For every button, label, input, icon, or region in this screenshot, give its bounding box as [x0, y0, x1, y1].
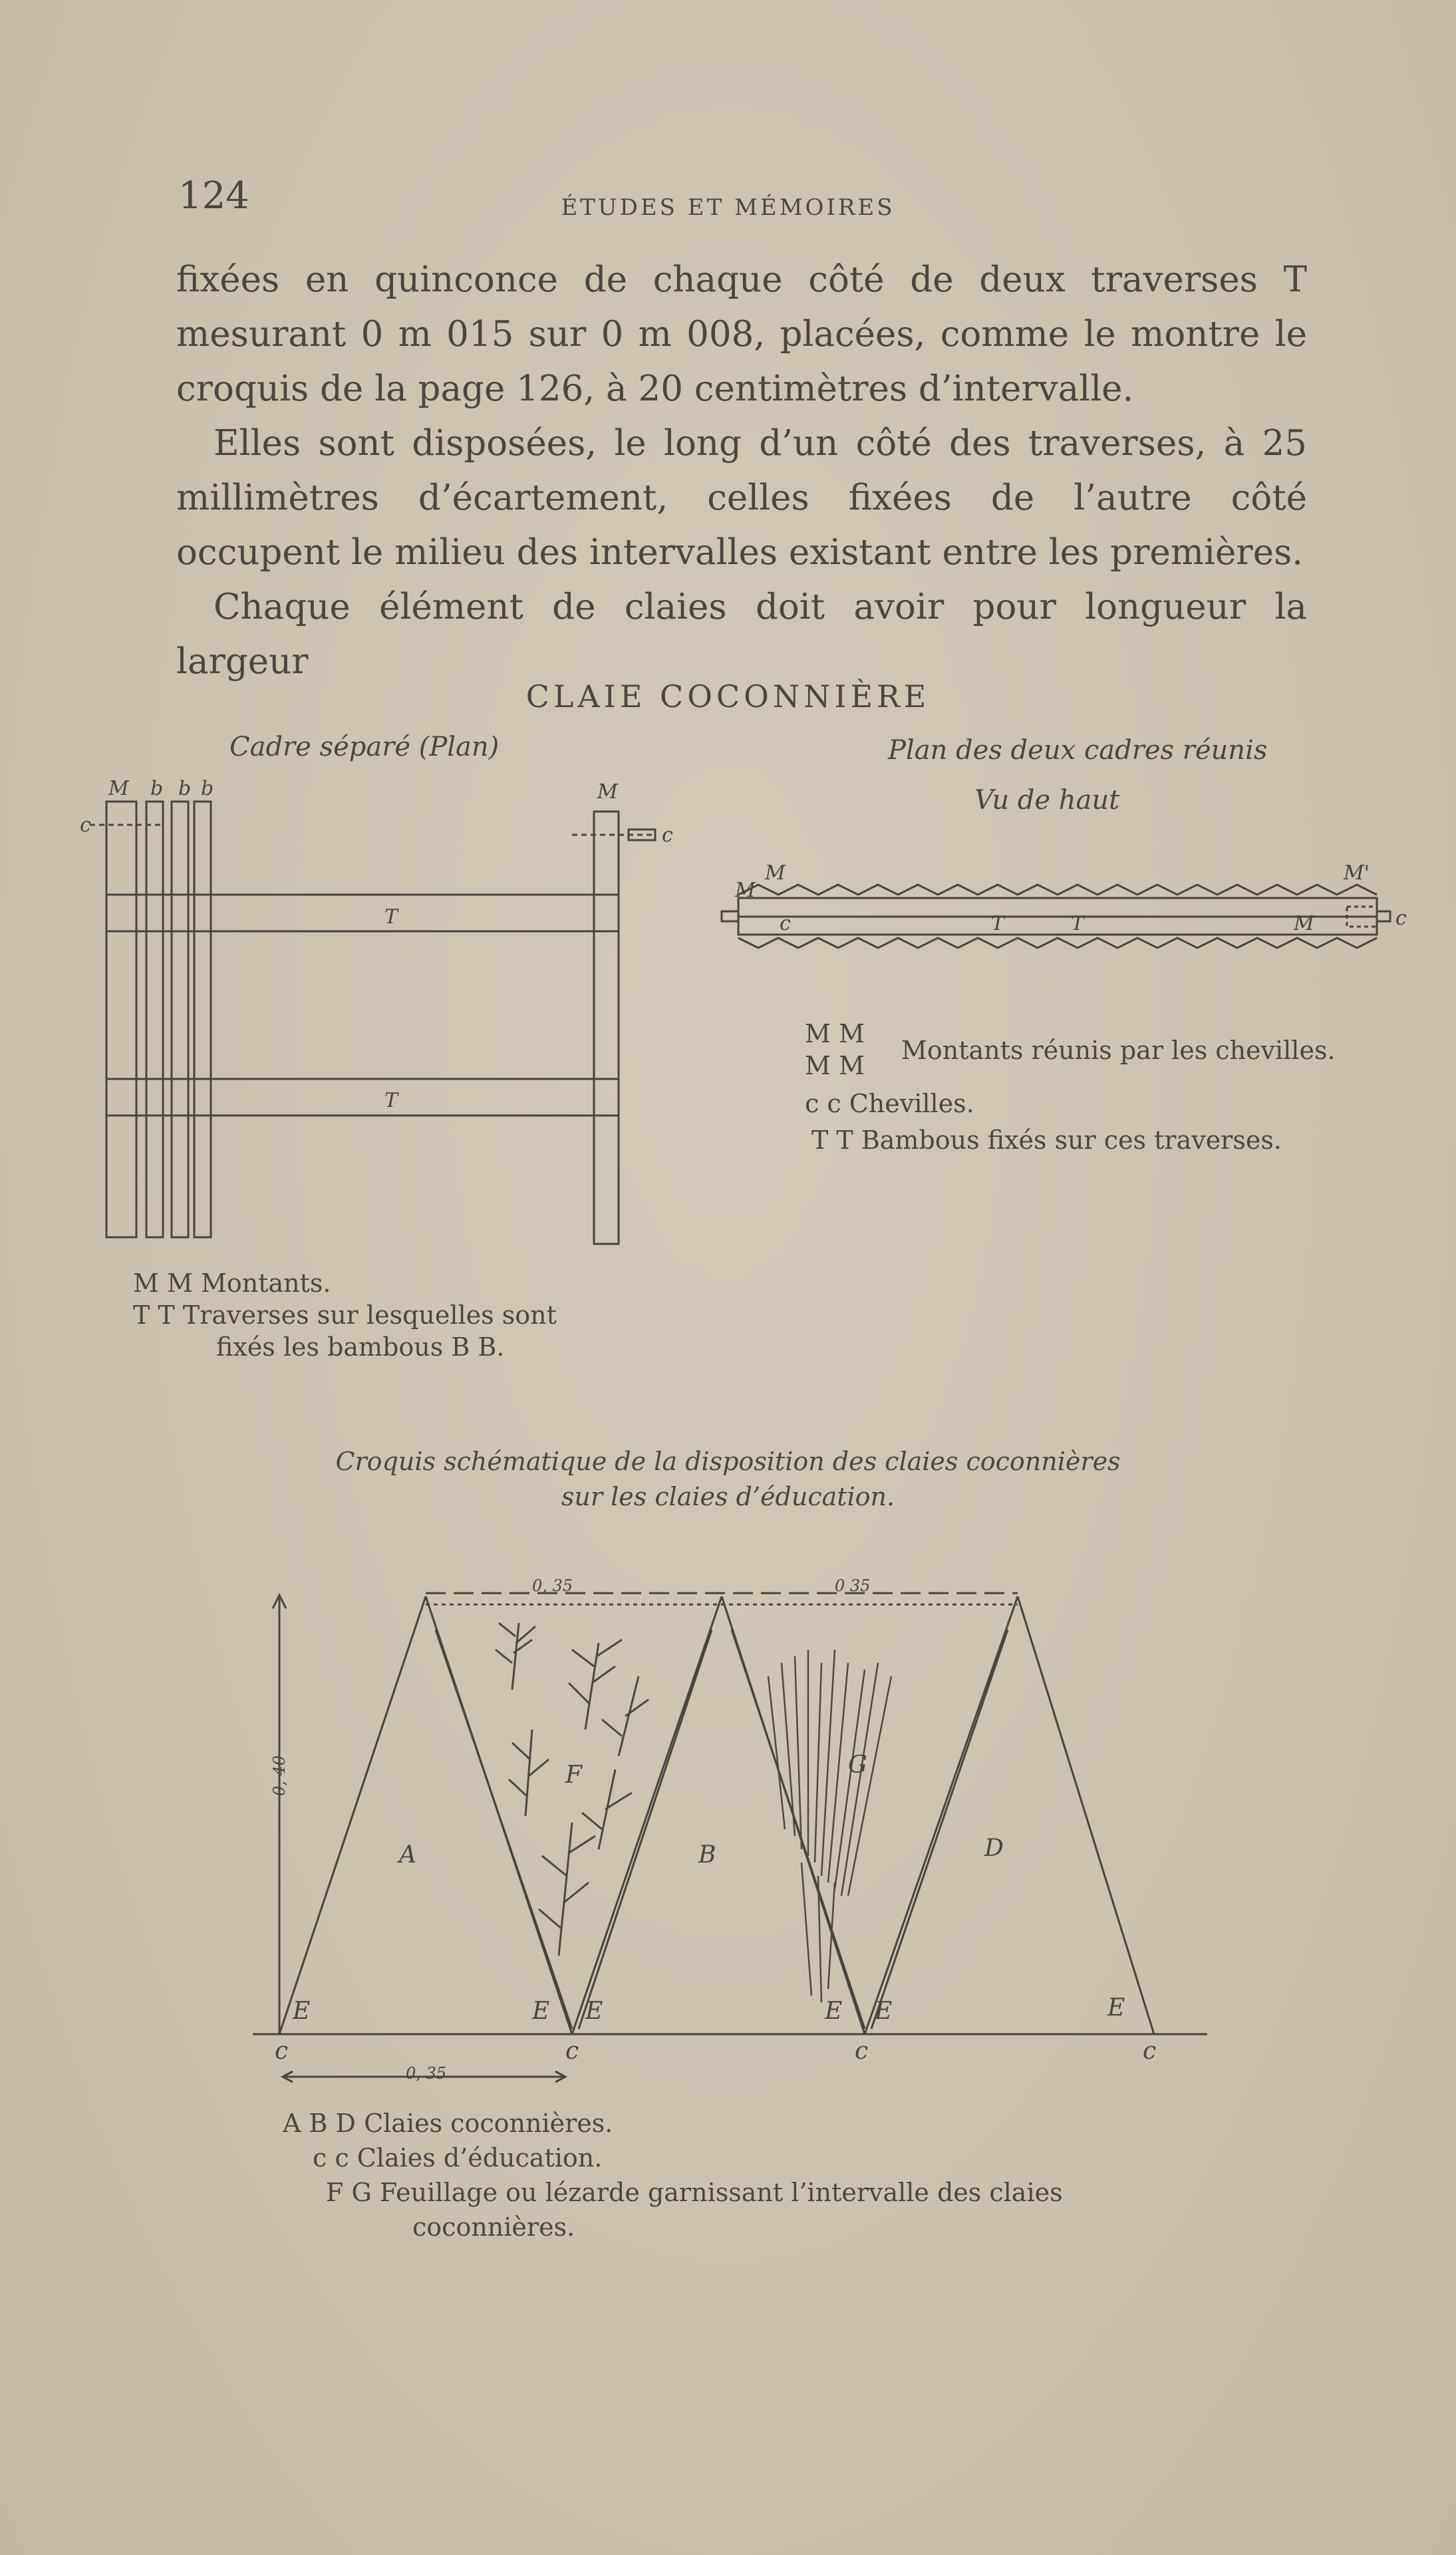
schematic-legend-abd: A B D Claies coconnières.	[283, 2109, 613, 2138]
legend-bambous: T T Bambous fixés sur ces traverses.	[811, 1126, 1282, 1155]
label-M-left: M	[108, 777, 129, 800]
legend-montants: M M Montants.	[133, 1269, 331, 1298]
left-frame-caption: Cadre séparé (Plan)	[229, 732, 500, 762]
label-A: A	[399, 1841, 416, 1869]
label-E-2: E	[532, 1998, 550, 2025]
label-c-right: c	[662, 824, 673, 847]
foliage-F	[496, 1623, 649, 1956]
dim-top-right: 0 35	[835, 1577, 871, 1595]
schematic-caption: Croquis schématique de la disposition des claies coconnières	[335, 1447, 1121, 1476]
schematic-legend-fg: F G Feuillage ou lézarde garnissant l’intervalle des claies	[326, 2178, 1063, 2207]
label-E-5: E	[875, 1998, 893, 2025]
legend-MM-1: M M	[805, 1019, 865, 1048]
label-E-6: E	[1107, 1994, 1125, 2022]
label-c-2: c	[565, 2037, 579, 2065]
label-b-1: b	[150, 777, 164, 800]
label-M-joined-left-top: M	[765, 861, 786, 885]
label-M-joined-left: M	[735, 879, 756, 902]
label-c-1: c	[275, 2037, 289, 2065]
label-M-right: M	[597, 780, 618, 804]
dim-side: 0, 40	[270, 1755, 289, 1796]
label-T-1: T	[384, 905, 398, 929]
legend-montants-reunis: Montants réunis par les chevilles.	[901, 1036, 1336, 1065]
label-c-4: c	[1143, 2037, 1157, 2065]
label-c-joined-right: c	[1395, 907, 1407, 930]
schematic-subcaption: sur les claies d’éducation.	[561, 1482, 895, 1511]
label-c-left: c	[80, 814, 91, 837]
label-B: B	[698, 1841, 716, 1869]
schematic-legend-cc: c c Claies d’éducation.	[313, 2143, 603, 2173]
label-E-1: E	[293, 1998, 311, 2025]
label-F: F	[565, 1761, 582, 1789]
paragraph-2: Elles sont disposées, le long d’un côté des traverses, à 25 millimètres d’écartement, celles fixées de l’autre côté occupent le milieu des intervalles existant entre les premières.	[176, 423, 1307, 573]
label-M-joined-right: M	[1294, 912, 1314, 935]
label-D: D	[984, 1835, 1004, 1862]
dim-top-left: 0, 35	[532, 1577, 573, 1595]
foliage-G	[768, 1650, 891, 2002]
paragraph-3: Chaque élément de claies doit avoir pour longueur la largeur	[176, 587, 1307, 682]
dim-bottom: 0, 35	[406, 2064, 447, 2083]
label-T-2: T	[384, 1089, 398, 1112]
running-head: ÉTUDES ET MÉMOIRES	[561, 194, 895, 221]
paragraph-1: fixées en quinconce de chaque côté de deux traverses T mesurant 0 m 015 sur 0 m 008, placées, comme le montre le croquis de la page 126, à 20 centimètres d’intervalle.	[176, 259, 1307, 409]
label-G: G	[848, 1751, 867, 1779]
label-b-3: b	[201, 777, 214, 800]
label-E-4: E	[825, 1998, 843, 2025]
label-T-joined-2: T	[1071, 912, 1085, 935]
legend-bambous-bb: fixés les bambous B B.	[216, 1332, 505, 1362]
label-Mp-joined: M'	[1344, 861, 1370, 885]
legend-MM-2: M M	[805, 1051, 865, 1080]
schematic-legend-fg-cont: coconnières.	[412, 2212, 575, 2242]
figure-title: CLAIE COCONNIÈRE	[525, 678, 931, 714]
label-c-joined-left: c	[780, 912, 791, 935]
label-E-3: E	[585, 1998, 603, 2025]
legend-traverses: T T Traverses sur lesquelles sont	[133, 1300, 557, 1330]
label-c-3: c	[855, 2037, 869, 2065]
right-frame-subcaption: Vu de haut	[974, 785, 1120, 816]
label-T-joined-1: T	[991, 912, 1005, 935]
page-number: 124	[178, 174, 249, 218]
right-frame-caption: Plan des deux cadres réunis	[888, 735, 1268, 766]
legend-chevilles: c c Chevilles.	[805, 1089, 974, 1118]
label-b-2: b	[178, 777, 192, 800]
